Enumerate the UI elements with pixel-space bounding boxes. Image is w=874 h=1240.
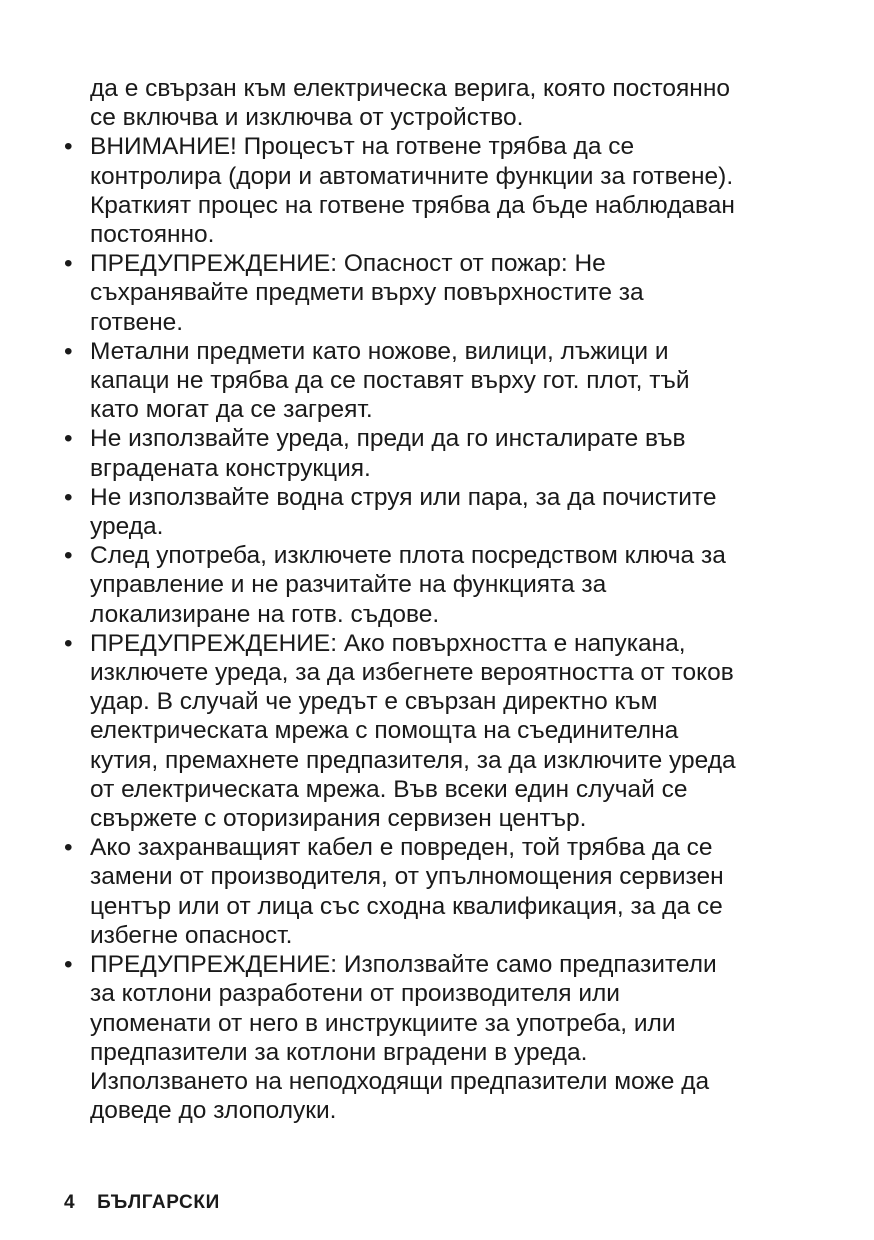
bullet-text: ПРЕДУПРЕЖДЕНИЕ: Използвайте само предпазители за котлони разработени от производителя или упоменати от него в инструкциите за употреба, или предпазители за котлони вградени в уреда. Използването на неподходящи предпазители може да доведе до злополуки. xyxy=(90,951,717,1125)
bullet-item xyxy=(62,483,822,541)
bullet-item xyxy=(62,541,822,629)
page-footer xyxy=(64,1192,220,1214)
bullet-icon: • xyxy=(64,951,73,979)
bullet-item xyxy=(62,950,822,1125)
bullet-item xyxy=(62,629,822,833)
bullet-item xyxy=(62,249,822,337)
bullet-text: Метални предмети като ножове, вилици, лъжици и капаци не трябва да се поставят върху гот. плот, тъй като могат да се загреят. xyxy=(90,337,690,424)
bullet-text: ПРЕДУПРЕЖДЕНИЕ: Опасност от пожар: Не съхранявайте предмети върху повърхностите за готвене. xyxy=(90,250,644,336)
bullet-text: След употреба, изключете плота посредством ключа за управление и не разчитайте на функцията за локализиране на готв. съдове. xyxy=(90,542,726,628)
bullet-text: Не използвайте уреда, преди да го инсталирате във вградената конструкция. xyxy=(90,425,686,482)
bullet-icon: • xyxy=(64,250,73,278)
language-label: БЪЛГАРСКИ xyxy=(97,1192,220,1213)
bullet-icon: • xyxy=(64,483,73,511)
bullet-icon: • xyxy=(64,337,73,365)
bullet-text: Ако захранващият кабел е повреден, той трябва да се замени от производителя, от упълномощения сервизен център или от лица със сходна квалификация, за да се избегне опасност. xyxy=(90,834,724,949)
bullet-icon: • xyxy=(64,834,73,862)
bullet-item xyxy=(62,424,822,482)
bullet-item xyxy=(62,132,822,249)
document-body xyxy=(62,74,822,1125)
bullet-icon: • xyxy=(64,133,73,161)
bullet-icon: • xyxy=(64,425,73,453)
page-number: 4 xyxy=(64,1192,76,1213)
bullet-item xyxy=(62,337,822,425)
bullet-text: Не използвайте водна струя или пара, за да почистите уреда. xyxy=(90,483,717,541)
safety-bullet-list xyxy=(62,132,822,1125)
bullet-text: ПРЕДУПРЕЖДЕНИЕ: Ако повърхността е напукана, изключете уреда, за да избегнете вероятността от токов удар. В случай че уредът е свързан директно към електрическата мрежа с помощта на съединителна кутия, премахнете предпазителя, за да изключите уреда от електрическата мрежа. Във всеки един случай се свържете с оторизирания сервизен център. xyxy=(90,629,736,833)
bullet-text: ВНИМАНИЕ! Процесът на готвене трябва да се контролира (дори и автоматичните функции за готвене). Краткият процес на готвене трябва да бъде наблюдаван постоянно. xyxy=(90,133,735,249)
bullet-item xyxy=(62,833,822,950)
bullet-icon: • xyxy=(64,542,73,570)
continuation-paragraph: да е свързан към електрическа верига, която постоянно се включва и изключва от устройство. xyxy=(90,75,730,132)
bullet-icon: • xyxy=(64,629,73,657)
